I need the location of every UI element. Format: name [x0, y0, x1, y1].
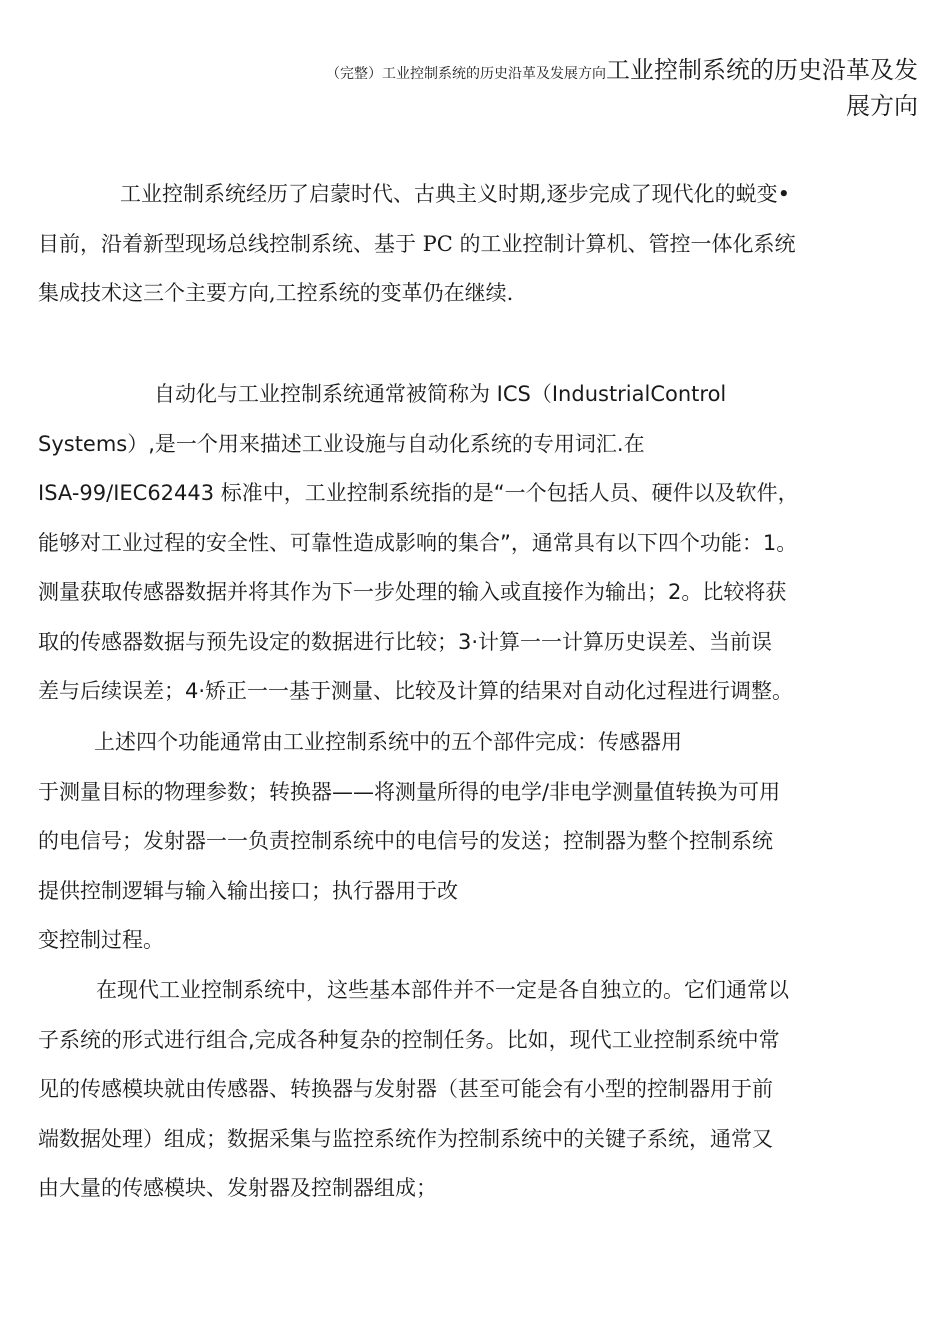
paragraph-line: 变控制过程。 [38, 928, 164, 952]
paragraph-line: 集成技术这三个主要方向,工控系统的变革仍在继续. [38, 281, 514, 305]
paragraph-line: 端数据处理）组成；数据采集与监控系统作为控制系统中的关键子系统，通常又 [38, 1126, 773, 1151]
paragraph-line: Systems）,是一个用来描述工业设施与自动化系统的专用词汇.在 [38, 431, 645, 456]
paragraph-4 [38, 966, 918, 1214]
paragraph-line: 差与后续误差；4·矫正一一基于测量、比较及计算的结果对自动化过程进行调整。 [38, 679, 794, 703]
paragraph-3 [38, 718, 918, 966]
paragraph-line: 由大量的传感模块、发射器及控制器组成； [38, 1176, 437, 1200]
paragraph-line: 上述四个功能通常由工业控制系统中的五个部件完成：传感器用 [94, 730, 682, 754]
paragraph-line: 自动化与工业控制系统通常被简称为 ICS（IndustrialControl [154, 382, 727, 406]
paragraph-line: 子系统的形式进行组合,完成各种复杂的控制任务。比如，现代工业控制系统中常 [38, 1027, 780, 1052]
header-prefix: （完整）工业控制系统的历史沿革及发展方向 [326, 66, 606, 82]
paragraph-2 [38, 370, 918, 717]
header-line-2 [218, 90, 918, 125]
paragraph-line: 目前，沿着新型现场总线控制系统、基于 PC 的工业控制计算机、管控一体化系统 [38, 231, 796, 256]
paragraph-line: 取的传感器数据与预先设定的数据进行比较；3·计算一一计算历史误差、当前误 [38, 629, 773, 654]
paragraph-line: 能够对工业过程的安全性、可靠性造成影响的集合”，通常具有以下四个功能：1。 [38, 530, 798, 555]
paragraph-line: ISA-99/IEC62443 标准中，工业控制系统指的是“一个包括人员、硬件以及软件， [38, 481, 799, 505]
header-title-part-2: 展方向 [846, 92, 918, 120]
paragraph-line: 测量获取传感器数据并将其作为下一步处理的输入或直接作为输出；2。比较将获 [38, 580, 787, 604]
paragraph-1 [38, 170, 918, 319]
paragraph-line: 见的传感模块就由传感器、转换器与发射器（甚至可能会有小型的控制器用于前 [38, 1077, 773, 1101]
paragraph-line: 在现代工业控制系统中，这些基本部件并不一定是各自独立的。它们通常以 [96, 978, 789, 1002]
paragraph-line: 的电信号；发射器一一负责控制系统中的电信号的发送；控制器为整个控制系统 [38, 829, 773, 853]
paragraph-line: 提供控制逻辑与输入输出接口；执行器用于改 [38, 878, 458, 903]
header-title-part-1: 工业控制系统的历史沿革及发 [606, 56, 918, 84]
paragraph-line: 工业控制系统经历了启蒙时代、古典主义时期,逐步完成了现代化的蜕变• [120, 182, 791, 206]
paragraph-line: 于测量目标的物理参数；转换器——将测量所得的电学/非电学测量值转换为可用 [38, 779, 781, 804]
header-line-1 [218, 54, 918, 90]
document-header [218, 54, 918, 125]
